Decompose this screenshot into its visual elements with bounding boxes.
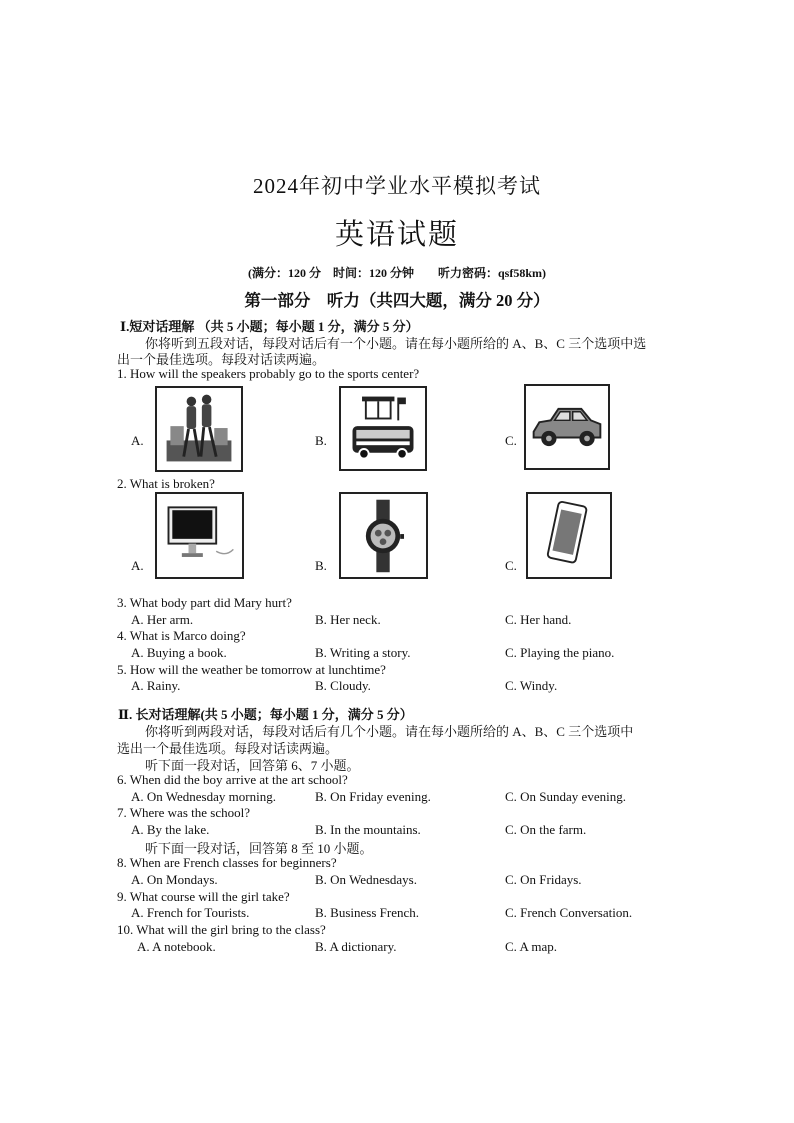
question-2: 2. What is broken? [117,476,215,491]
section2-heading: Ⅱ. 长对话理解(共 5 小题；每小题 1 分，满分 5 分） [118,707,413,722]
q2-option-b-image[interactable] [339,492,428,579]
q2-option-c-image[interactable] [526,492,612,579]
question-3: 3. What body part did Mary hurt? [117,595,292,610]
q10-option-c[interactable]: C. A map. [505,939,558,954]
exam-info: (满分：120 分 时间：120 分钟 听力密码：qsf58km) [247,266,546,280]
q1-option-b-image[interactable] [339,386,427,471]
question-9: 9. What course will the girl take? [117,889,290,904]
q8-option-c[interactable]: C. On Fridays. [505,872,582,887]
computer-monitor-icon [157,494,242,577]
q4-option-a[interactable]: A. Buying a book. [131,645,227,660]
q1-option-c-label: C. [505,433,517,448]
bus-icon [341,388,425,469]
section2-instructions-line2: 选出一个最佳选项。每段对话读两遍。 [117,741,339,756]
q2-option-c-label: C. [505,558,517,573]
exam-title: 2024年初中学业水平模拟考试 [253,174,541,198]
mobile-phone-icon [528,494,610,577]
q1-option-a-image[interactable] [155,386,243,472]
car-icon [526,386,608,468]
question-1: 1. How will the speakers probably go to the sports center? [117,366,420,381]
q8-option-b[interactable]: B. On Wednesdays. [315,872,417,887]
q5-option-b[interactable]: B. Cloudy. [315,678,371,693]
wristwatch-icon [341,494,426,577]
q7-option-b[interactable]: B. In the mountains. [315,822,421,837]
q6-option-b[interactable]: B. On Friday evening. [315,789,431,804]
question-10: 10. What will the girl bring to the class? [117,922,326,937]
q2-option-a-image[interactable] [155,492,244,579]
question-7: 7. Where was the school? [117,805,250,820]
question-6: 6. When did the boy arrive at the art school? [117,772,348,787]
q1-option-c-image[interactable] [524,384,610,470]
q9-option-a[interactable]: A. French for Tourists. [131,905,250,920]
question-8: 8. When are French classes for beginners? [117,855,337,870]
part-title: 第一部分 听力（共四大题，满分 20 分） [244,291,550,310]
q1-option-a-label: A. [131,433,144,448]
q10-option-b[interactable]: B. A dictionary. [315,939,397,954]
q6-option-a[interactable]: A. On Wednesday morning. [131,789,276,804]
q5-option-c[interactable]: C. Windy. [505,678,558,693]
q3-option-a[interactable]: A. Her arm. [131,612,194,627]
q9-option-b[interactable]: B. Business French. [315,905,419,920]
q4-option-b[interactable]: B. Writing a story. [315,645,411,660]
question-4: 4. What is Marco doing? [117,628,246,643]
q2-option-a-label: A. [131,558,144,573]
q10-option-a[interactable]: A. A notebook. [137,939,216,954]
section1-instructions-line2: 出一个最佳选项。每段对话读两遍。 [117,352,326,367]
q7-option-c[interactable]: C. On the farm. [505,822,587,837]
q3-option-c[interactable]: C. Her hand. [505,612,572,627]
section1-instructions-line1: 你将听到五段对话，每段对话后有一个小题。请在每小题所给的 A、B、C 三个选项中选 [145,336,647,351]
section1-heading: Ⅰ.短对话理解 （共 5 小题；每小题 1 分，满分 5 分） [120,319,419,334]
q2-option-b-label: B. [315,558,327,573]
dialog2-note: 听下面一段对话，回答第 8 至 10 小题。 [145,841,373,856]
q7-option-a[interactable]: A. By the lake. [131,822,210,837]
exam-subtitle: 英语试题 [334,219,459,251]
question-5: 5. How will the weather be tomorrow at lunchtime? [117,662,386,677]
q4-option-c[interactable]: C. Playing the piano. [505,645,615,660]
q1-option-b-label: B. [315,433,327,448]
q3-option-b[interactable]: B. Her neck. [315,612,381,627]
people-walking-icon [157,388,241,470]
q6-option-c[interactable]: C. On Sunday evening. [505,789,626,804]
q9-option-c[interactable]: C. French Conversation. [505,905,633,920]
section2-instructions-line1: 你将听到两段对话，每段对话后有几个小题。请在每小题所给的 A、B、C 三个选项中 [145,724,634,739]
q5-option-a[interactable]: A. Rainy. [131,678,181,693]
dialog1-note: 听下面一段对话，回答第 6、7 小题。 [145,758,360,773]
q8-option-a[interactable]: A. On Mondays. [131,872,218,887]
